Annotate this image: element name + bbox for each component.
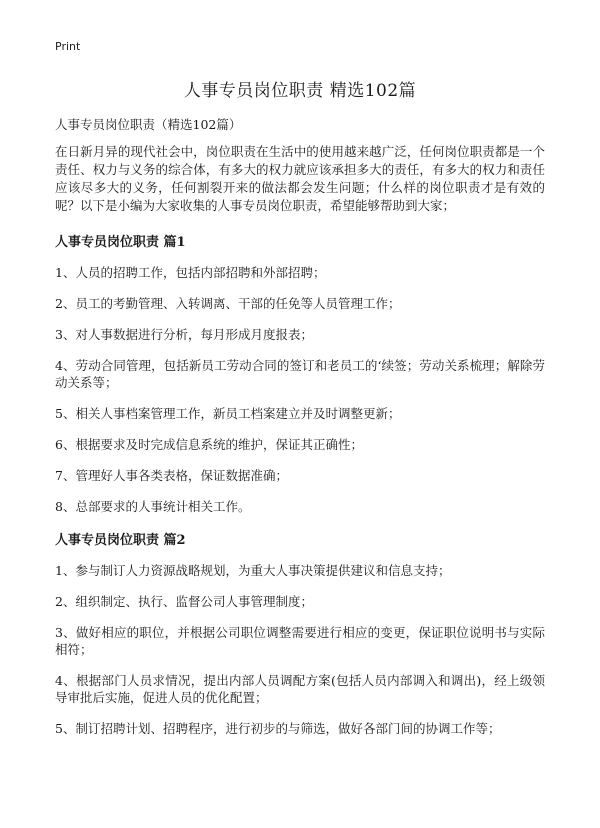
list-item: 7、管理好人事各类表格，保证数据准确； [55, 468, 288, 483]
document-subtitle: 人事专员岗位职责（精选102篇） [55, 117, 242, 132]
list-item: 1、参与制订人力资源战略规划，为重大人事决策提供建议和信息支持； [55, 563, 451, 578]
list-item: 3、做好相应的职位，并根据公司职位调整需要进行相应的变更，保证职位说明书与实际相符； [55, 625, 545, 657]
list-item: 2、员工的考勤管理、入转调离、干部的任免等人员管理工作； [55, 296, 401, 311]
section-heading-1: 人事专员岗位职责 篇1 [55, 235, 186, 250]
intro-paragraph: 在日新月异的现代社会中，岗位职责在生活中的使用越来越广泛，任何岗位职责都是一个责任、权力与义务的综合体，有多大的权力就应该承担多大的责任，有多大的权力和责任应该尽多大的义务，任何割裂开来的做法都会发生问题；什么样的岗位职责才是有效的呢？以下是小编为大家收集的人事专员岗位职责，希望能够帮助到大家； [55, 144, 545, 213]
list-item: 4、劳动合同管理，包括新员工劳动合同的签订和老员工的‘续签；劳动关系梳理；解除劳动关系等； [55, 358, 545, 390]
list-item: 8、总部要求的人事统计相关工作。 [55, 499, 251, 514]
list-item: 1、人员的招聘工作，包括内部招聘和外部招聘； [55, 265, 326, 280]
list-item: 6、根据要求及时完成信息系统的维护，保证其正确性； [55, 437, 363, 452]
page-title: 人事专员岗位职责 精选102篇 [183, 81, 417, 101]
list-item: 5、相关人事档案管理工作，新员工档案建立并及时调整更新； [55, 406, 401, 421]
section-heading-2: 人事专员岗位职责 篇2 [55, 533, 186, 548]
list-item: 5、制订招聘计划、招聘程序，进行初步的与筛选，做好各部门间的协调工作等； [55, 721, 501, 736]
list-item: 4、根据部门人员求情况，提出内部人员调配方案(包括人员内部调入和调出)，经上级领导审批后实施，促进人员的优化配置； [55, 673, 545, 705]
list-item: 2、组织制定、执行、监督公司人事管理制度； [55, 594, 313, 609]
print-link[interactable]: Print [55, 40, 81, 53]
list-item: 3、对人事数据进行分析，每月形成月度报表； [55, 327, 313, 342]
